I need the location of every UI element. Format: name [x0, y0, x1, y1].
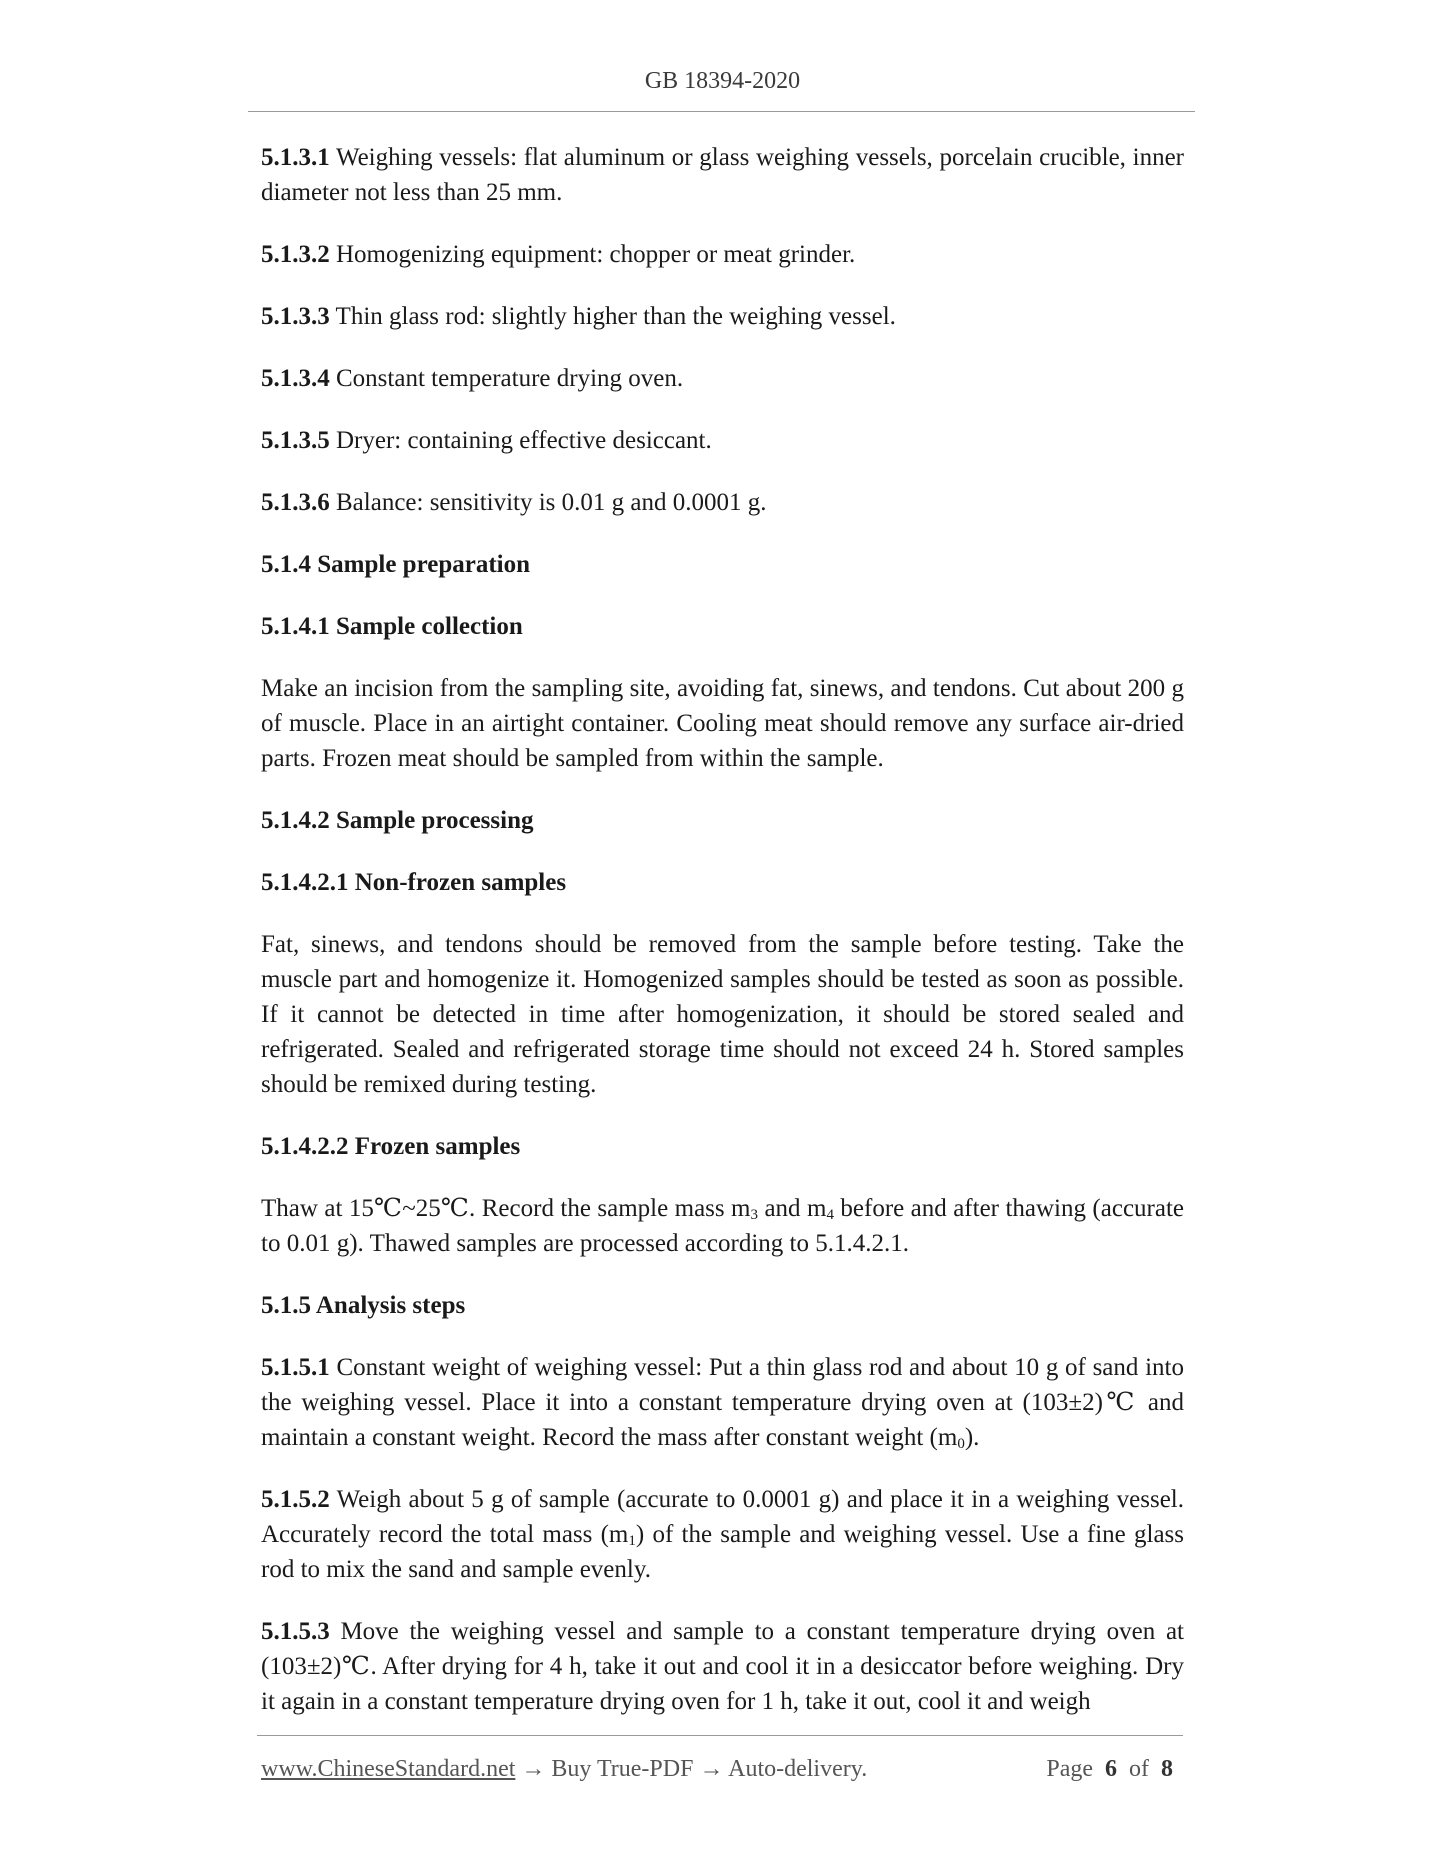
clause-number: 5.1.3.6 — [261, 489, 330, 516]
section-heading: 5.1.4.2 Sample processing — [261, 807, 534, 834]
clause-text: Weighing vessels: flat aluminum or glass weighing vessels, porcelain crucible, inner diameter not less than 25 mm. — [261, 144, 1184, 206]
page-total: 8 — [1161, 1756, 1173, 1782]
header-divider — [248, 111, 1195, 112]
clause-number: 5.1.3.3 — [261, 303, 330, 330]
page-label: Page — [1046, 1756, 1093, 1782]
body-paragraph: Make an incision from the sampling site, avoiding fat, sinews, and tendons. Cut about 200 g of muscle. Place in an airtight container. Cooling meat should remove any surface air-dried parts. Frozen meat should be sampled from within the sample. — [261, 675, 1184, 772]
body-paragraph: Fat, sinews, and tendons should be removed from the sample before testing. Take the muscle part and homogenize it. Homogenized samples should be tested as soon as possible. If it cannot be detected in time after homogenization, it should be stored sealed and refrigerated. Sealed and refrigerated storage time should not exceed 24 h. Stored samples should be remixed during testing. — [261, 931, 1184, 1098]
clause-number: 5.1.3.1 — [261, 144, 330, 171]
website-link[interactable]: www.ChineseStandard.net — [261, 1756, 516, 1782]
clause-text: Thin glass rod: slightly higher than the weighing vessel. — [329, 303, 896, 330]
clause-text: Homogenizing equipment: chopper or meat grinder. — [329, 241, 856, 268]
page-header-title: GB 18394-2020 — [644, 68, 801, 94]
clause-number: 5.1.3.2 — [261, 241, 330, 268]
section-heading: 5.1.4.1 Sample collection — [261, 613, 523, 640]
footer-divider — [257, 1735, 1183, 1736]
page-footer — [261, 1752, 1179, 1786]
clause-number: 5.1.5.2 — [261, 1486, 330, 1513]
clause-paragraph — [261, 1482, 1184, 1587]
footer-promo — [261, 1752, 867, 1786]
section-heading: 5.1.5 Analysis steps — [261, 1292, 466, 1319]
clause-paragraph — [261, 299, 1184, 334]
clause-paragraph — [261, 140, 1184, 210]
clause-text: Dryer: containing effective desiccant. — [329, 427, 712, 454]
section-heading: 5.1.4 Sample preparation — [261, 551, 530, 578]
clause-paragraph — [261, 1350, 1184, 1455]
clause-paragraph — [261, 1614, 1184, 1719]
clause-text: Constant weight of weighing vessel: Put a thin glass rod and about 10 g of sand into the weighing vessel. Place it into a constant temperature drying oven at (103±2)℃ and maintain a constant weight. Record the mass after constant weight $(m_0)$. — [261, 1354, 1184, 1452]
section-heading: 5.1.4.2.1 Non-frozen samples — [261, 869, 567, 896]
clause-number: 5.1.5.3 — [261, 1618, 330, 1645]
clause-number: 5.1.3.5 — [261, 427, 330, 454]
section-heading: 5.1.4.2.2 Frozen samples — [261, 1133, 521, 1160]
body-paragraph: Thaw at 15℃~25℃. Record the sample mass $m_3$ and $m_4$ before and after thawing (accurate to 0.01 g). Thawed samples are processed according to 5.1.4.2.1. — [261, 1195, 1185, 1257]
page-of-label: of — [1129, 1756, 1149, 1782]
clause-paragraph — [261, 361, 1184, 396]
clause-paragraph — [261, 485, 1184, 520]
footer-tagline: → Buy True-PDF → Auto-delivery. — [515, 1756, 868, 1782]
clause-paragraph — [261, 237, 1184, 272]
document-body — [261, 140, 1184, 1746]
clause-number: 5.1.5.1 — [261, 1354, 330, 1381]
page-number — [1046, 1752, 1179, 1786]
clause-text: Constant temperature drying oven. — [329, 365, 684, 392]
page-current: 6 — [1105, 1756, 1117, 1782]
clause-number: 5.1.3.4 — [261, 365, 330, 392]
clause-text: Move the weighing vessel and sample to a constant temperature drying oven at (103±2)℃. After drying for 4 h, take it out and cool it in a desiccator before weighing. Dry it again in a constant temperature drying oven for 1 h, take it out, cool it and weigh — [261, 1618, 1184, 1715]
clause-paragraph — [261, 423, 1184, 458]
clause-text: Weigh about 5 g of sample (accurate to 0.0001 g) and place it in a weighing vessel. Accurately record the total mass $(m_1)$ of the sample and weighing vessel. Use a fine glass rod to mix the sand and sample evenly. — [261, 1486, 1184, 1583]
clause-text: Balance: sensitivity is 0.01 g and 0.0001 g. — [329, 489, 767, 516]
